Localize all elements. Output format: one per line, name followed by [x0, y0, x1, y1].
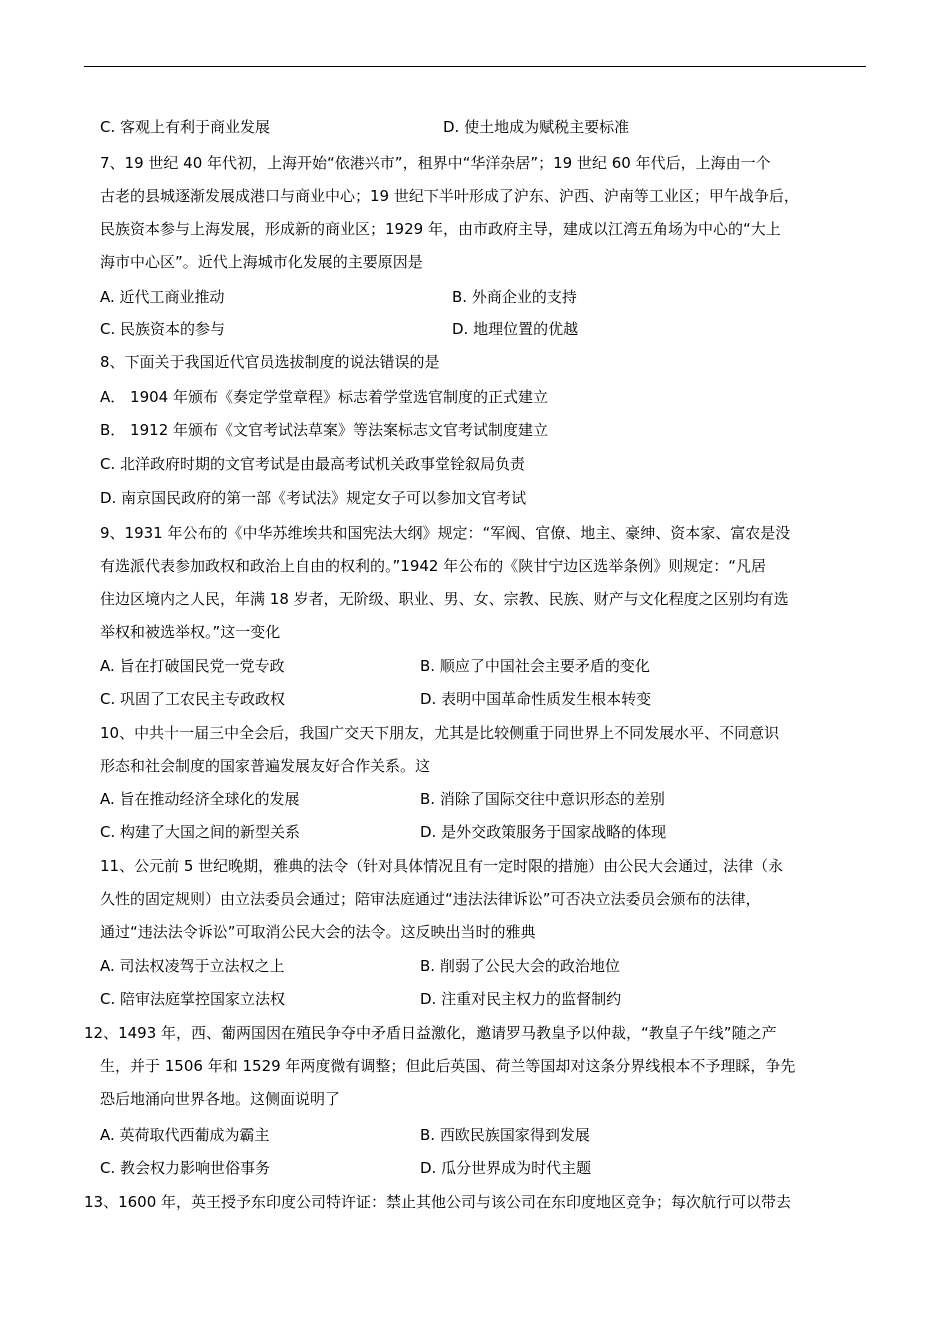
question-8-option-c: C. 北洋政府时期的文官考试是由最高考试机关政事堂铨叙局负责 [100, 455, 526, 473]
question-9-line-1: 9、1931 年公布的《中华苏维埃共和国宪法大纲》规定：“军阀、官僚、地主、豪绅、资本家、富农是没 [100, 524, 791, 542]
option-d: D. 使土地成为赋税主要标准 [443, 118, 630, 136]
question-9-line-4: 举权和被选举权。”这一变化 [100, 623, 281, 641]
question-12-option-d: D. 瓜分世界成为时代主题 [420, 1159, 592, 1177]
question-10-line-1: 10、中共十一届三中全会后，我国广交天下朋友，尤其是比较侧重于同世界上不同发展水平、不同意识 [100, 724, 780, 742]
question-7-option-b: B. 外商企业的支持 [452, 288, 577, 306]
question-9-option-d: D. 表明中国革命性质发生根本转变 [420, 690, 652, 708]
question-9-line-2: 有选派代表参加政权和政治上自由的权利的。”1942 年公布的《陕甘宁边区选举条例》则规定：“凡居 [100, 557, 766, 575]
question-11-line-1: 11、公元前 5 世纪晚期，雅典的法令（针对具体情况且有一定时限的措施）由公民大会通过，法律（永 [100, 857, 784, 875]
option-c: C. 客观上有利于商业发展 [100, 118, 271, 136]
question-10-option-a: A. 旨在推动经济全球化的发展 [100, 790, 300, 808]
question-10-option-c: C. 构建了大国之间的新型关系 [100, 823, 301, 841]
question-12-line-1: 12、1493 年，西、葡两国因在殖民争夺中矛盾日益激化，邀请罗马教皇予以仲裁，“教皇子午线”随之产 [84, 1024, 777, 1042]
question-9-line-3: 住边区境内之人民，年满 18 岁者，无阶级、职业、男、女、宗教、民族、财产与文化程度之区别均有选 [100, 590, 789, 608]
question-11-line-2: 久性的固定规则）由立法委员会通过；陪审法庭通过“违法法律诉讼”可否决立法委员会颁布的法律， [100, 890, 761, 908]
question-9-option-c: C. 巩固了工农民主专政政权 [100, 690, 286, 708]
question-9-option-a: A. 旨在打破国民党一党专政 [100, 657, 285, 675]
question-13-line-1: 13、1600 年，英王授予东印度公司特许证：禁止其他公司与该公司在东印度地区竞争；每次航行可以带去 [84, 1193, 792, 1211]
question-11-option-b: B. 削弱了公民大会的政治地位 [420, 957, 620, 975]
header-rule [84, 66, 866, 67]
question-9-option-b: B. 顺应了中国社会主要矛盾的变化 [420, 657, 650, 675]
question-10-line-2: 形态和社会制度的国家普遍发展友好合作关系。这 [100, 757, 431, 775]
question-7-line-3: 民族资本参与上海发展，形成新的商业区；1929 年，由市政府主导，建成以江湾五角场为中心的“大上 [100, 220, 781, 238]
question-11-option-d: D. 注重对民主权力的监督制约 [420, 990, 622, 1008]
question-7-option-a: A. 近代工商业推动 [100, 288, 225, 306]
question-12-line-2: 生，并于 1506 年和 1529 年两度微有调整；但此后英国、荷兰等国却对这条分界线根本不予理睬，争先 [100, 1057, 796, 1075]
question-8-option-d: D. 南京国民政府的第一部《考试法》规定女子可以参加文官考试 [100, 489, 527, 507]
question-7-option-c: C. 民族资本的参与 [100, 320, 226, 338]
question-10-option-d: D. 是外交政策服务于国家战略的体现 [420, 823, 667, 841]
question-12-option-a: A. 英荷取代西葡成为霸主 [100, 1126, 270, 1144]
question-12-option-c: C. 教会权力影响世俗事务 [100, 1159, 271, 1177]
question-7-line-4: 海市中心区”。近代上海城市化发展的主要原因是 [100, 253, 423, 271]
question-7-option-d: D. 地理位置的优越 [452, 320, 579, 338]
question-11-line-3: 通过“违法法令诉讼”可取消公民大会的法令。这反映出当时的雅典 [100, 923, 536, 941]
question-8-line-1: 8、下面关于我国近代官员选拔制度的说法错误的是 [100, 353, 440, 371]
question-11-option-a: A. 司法权凌驾于立法权之上 [100, 957, 285, 975]
question-8-option-a: A． 1904 年颁布《奏定学堂章程》标志着学堂选官制度的正式建立 [100, 388, 548, 406]
question-8-option-b: B． 1912 年颁布《文官考试法草案》等法案标志文官考试制度建立 [100, 421, 549, 439]
question-11-option-c: C. 陪审法庭掌控国家立法权 [100, 990, 286, 1008]
question-7-line-2: 古老的县城逐渐发展成港口与商业中心；19 世纪下半叶形成了沪东、沪西、沪南等工业区；甲午战争后， [100, 187, 799, 205]
question-10-option-b: B. 消除了国际交往中意识形态的差别 [420, 790, 665, 808]
question-12-option-b: B. 西欧民族国家得到发展 [420, 1126, 590, 1144]
question-7-line-1: 7、19 世纪 40 年代初，上海开始“依港兴市”，租界中“华洋杂居”；19 世纪 60 年代后，上海由一个 [100, 154, 771, 172]
question-12-line-3: 恐后地涌向世界各地。这侧面说明了 [100, 1090, 341, 1108]
